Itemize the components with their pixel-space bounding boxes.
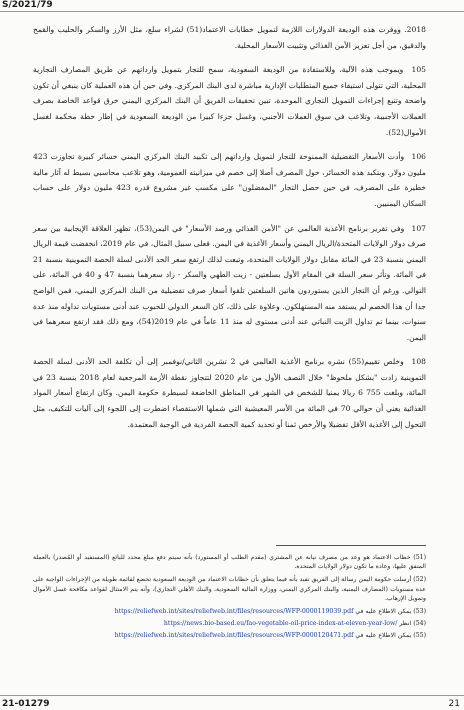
footnote-number: (54) [413, 620, 426, 628]
footnote-text: انظر [399, 620, 412, 628]
paragraph-number: 107 [411, 223, 427, 233]
footnote-number: (53) [413, 608, 426, 616]
document-code: 21-01279 [2, 699, 50, 709]
footnote-separator [276, 545, 426, 546]
footnotes [33, 553, 426, 644]
footnote-number: (52) [413, 576, 427, 584]
paragraph-number: 105 [411, 65, 426, 75]
footer-rule [0, 695, 464, 710]
footnote-link[interactable]: https://reliefweb.int/sites/reliefweb.int/files/resources/WFP-0000120471.pdf [114, 632, 354, 640]
body-text [33, 22, 426, 441]
footnote-53 [33, 607, 426, 616]
paragraph-text: 2018. ووفرت هذه الوديعة الدولارات اللازمة لتمويل خطابات الاعتماد(51) لشراء سلع، مثل الأرز والسكر والحليب والقمح والدقيق، من أجل تعزيز الأمن الغذائي وتثبيت الأسعار المحلية. [33, 25, 426, 50]
paragraph-text: وخلص تقييم(55) نشره برنامج الأغذية العالمي في 2 تشرين الثاني/نوفمبر إلى أن تكلفة الحد الأدنى لسلة الحصة التموينية زادت "بشكل ملحوظ" خلال النصف الأول من عام 2020 لتتجاوز نقطة الأزمة المرجعية لعام 2018 بنسبة 23 في المائة، وبلغت 755 6 ريالا يمنيا للشخص في الشهر في المناطق الخاضعة لسيطرة حكومة اليمن. وكان ارتفاع أسعار المواد الغذائية يعني أن حوالي 70 في المائة من الأسر المعيشية التي شملها الاستقصاء اضطرت إلى اللجوء إلى آليات للتكيف، مثل التحول إلى الأغذية الأقل تفضيلا والأرخص ثمنا أو تحديد كمية الحصة الفردية في الوجبة المعتمدة. [33, 357, 427, 429]
footnote-52 [33, 575, 426, 603]
paragraph-108 [33, 354, 426, 432]
paragraph-continuation [33, 22, 426, 53]
paragraph-107 [33, 221, 426, 346]
paragraph-number: 106 [411, 152, 426, 162]
footnote-number: (51) [413, 554, 427, 561]
footnote-number: (55) [413, 632, 426, 640]
footnote-54 [33, 619, 426, 628]
footnote-text: يمكن الاطلاع عليه في [355, 632, 412, 640]
footnote-51 [33, 553, 426, 571]
footnote-text: يمكن الاطلاع عليه في [355, 608, 412, 616]
header-rule [0, 0, 464, 12]
paragraph-105 [33, 62, 426, 140]
footnote-text: أرسلت حكومة اليمن رسالة إلى الفريق تفيد بأنه فيما يتعلق بأن خطابات الاعتماد من الوديعة السعودية تخضع لقائمة طويلة من الإجراءات الواجبة على عدة مستويات (المصارف اليمنية، والبنك المركزي اليمني، ووزارة المالية السعودية، والبنك الأهلي التجاري)، وأنه يتم الامتثال لقواعد مكافحة غسل الأموال وتمويل الإرهاب. [33, 576, 426, 602]
paragraph-number: 108 [411, 357, 426, 367]
page-number: 21 [448, 699, 460, 709]
footnote-link[interactable]: https://reliefweb.int/sites/reliefweb.int/files/resources/WFP-0000119039.pdf [114, 608, 354, 616]
footnote-55 [33, 631, 426, 640]
document-symbol: S/2021/79 [2, 0, 53, 10]
footnote-text: خطاب الاعتماد هو وعد من مصرف نيابة عن المشتري (مقدم الطلب أو المستورد) بأنه سيتم دفع مبلغ محدد للبائع (المستفيد أو المُصدر) بالعملة المتفق عليها، وعادة ما تكون دولار الولايات المتحدة. [33, 554, 426, 571]
paragraph-text: وفي تقرير برنامج الأغذية العالمي عن "الأمن الغذائي ورصد الأسعار" في اليمن(53)، تظهر العلاقة الإيجابية بين سعر صرف دولار الولايات المتحدة/الريال اليمني وأسعار الأغذية في اليمن. فعلى سبيل المثال، في عام 2019، انخفضت قيمة الريال اليمني بنسبة 23 في المائة مقابل دولار الولايات المتحدة، وتبعت لذلك ارتفع سعر الحد الأدنى لسلة الحصة التموينية بنسبة 21 في المائة. وتأثر سعر السلة في المقام الأول بسلعتين - زيت الطهي والسكر - زاد سعرهما بنسبة 47 و 40 في المائة، على التوالي. ورغم أن التجار الذين يستوردون هاتين السلعتين تلقوا أسعار صرف تفضيلية من البنك المركزي اليمني، فمن الواضح جدا أن هذا الخصم لم يستفد منه المستهلكون. وعلاوة على ذلك، كان السعر الدولي للحبوب عند أدنى مستويات تداوله منذ عدة سنوات، بينما تم تداول الزيت النباتي عند أدنى مستوى له منذ 11 عاماً في عام 2019(54)، ومع ذلك فقد ارتفع سعرهما في اليمن. [33, 223, 426, 342]
paragraph-106 [33, 149, 426, 211]
paragraph-text: وأدت الأسعار التفضيلية الممنوحة للتجار لتمويل وارداتهم إلى تكبيد البنك المركزي اليمني خسائر كبيرة تجاوزت 423 مليون دولار. وبتكبد هذه الخسائر، حول المصرف أصلا إلى خصم في ميزانيته العمومية، وهو تلاعب محاسبي بسيط له آثار مالية خطيرة على المصرف، في حين حصل التجار "المفضلون" على مكسب غير مشروع قدره 423 مليون دولار على حساب السكان اليمنيين. [33, 152, 426, 208]
paragraph-text: ويموجب هذه الآلية، وللاستفادة من الوديعة السعودية، سمح للتجار بتمويل وارداتهم عن طريق المصارف التجارية المحلية، التي تتولى استيفاء جميع المتطلبات الإدارية مباشرة لدى البنك المركزي. وفي حين أن هذه العملية كان ينبغي أن تكون واضحة وتتبع إجراءات التمويل التجاري الموحدة، تبين تحقيقات الفريق أن البنك المركزي اليمني خرق قواعد الخاصة بصرف العملات الأجنبية، وتلاعب في سوق العملات الأجنبي، وغسل جزءا كبيرا من الوديعة السعودية في إطار خطة محكمة لغسل الأموال(52). [33, 65, 426, 137]
footnote-link[interactable]: https://news.bio-based.eu/fao-vegetable-oil-price-index-at-eleven-year-low/ [163, 620, 398, 628]
